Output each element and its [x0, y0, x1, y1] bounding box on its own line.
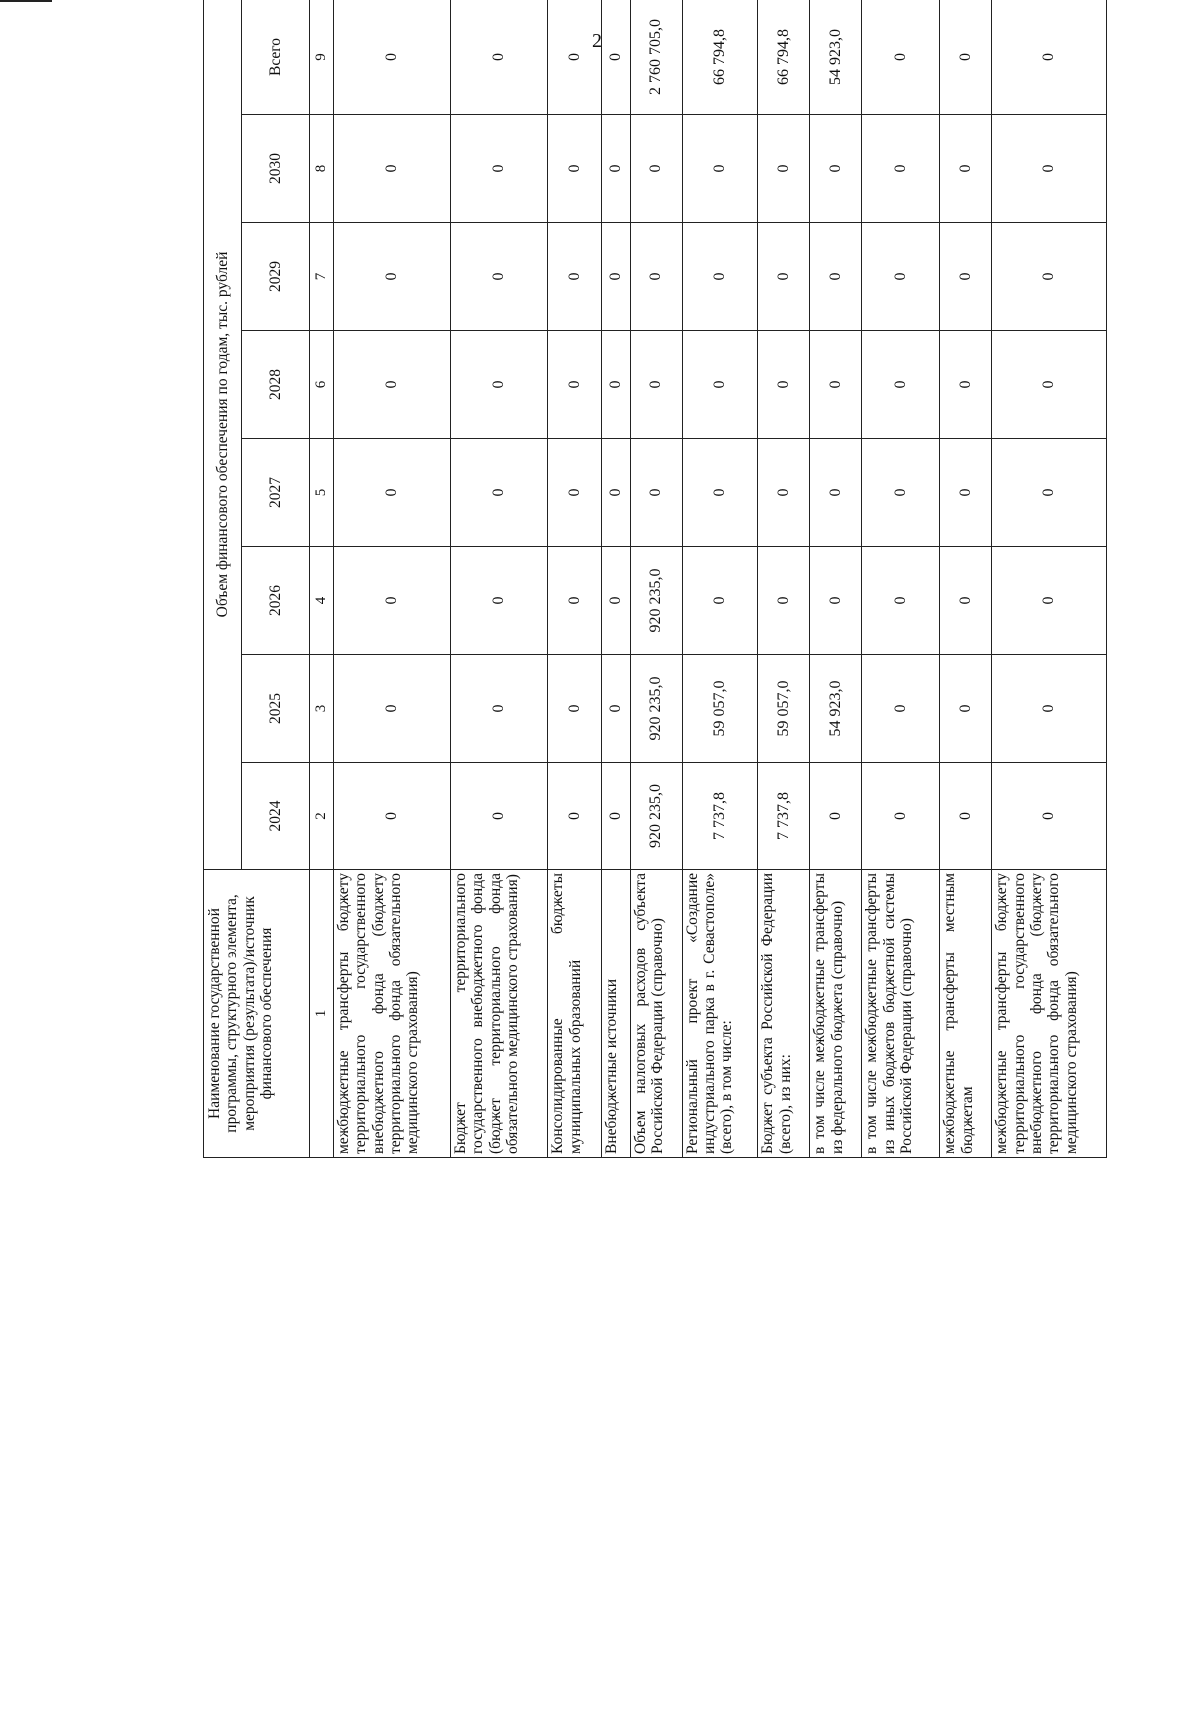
cell-value: 0: [992, 331, 1107, 439]
cell-value: 0: [602, 223, 630, 331]
col-number: 1: [310, 870, 334, 1158]
table-row: [940, 0, 992, 1158]
cell-value: 0: [334, 223, 451, 331]
cell-value: 0: [810, 115, 862, 223]
cell-value: 0: [602, 655, 630, 763]
table-row: [630, 0, 682, 1158]
row-name: в том числе межбюджетные трансферты из иных бюджетов бюджетной системы Российской Федерации (справочно): [862, 870, 940, 1158]
cell-value: 0: [810, 547, 862, 655]
cell-value: 0: [940, 0, 992, 115]
cell-value: 0: [450, 655, 547, 763]
cell-value: 0: [940, 223, 992, 331]
header-year-2025: 2025: [242, 655, 310, 763]
cell-value: 0: [602, 0, 630, 115]
col-number: 3: [310, 655, 334, 763]
table-row: [548, 0, 602, 1158]
cell-value: 7 737,8: [682, 763, 758, 870]
cell-value: 0: [548, 0, 602, 115]
cell-value: 0: [548, 115, 602, 223]
table-row: [862, 0, 940, 1158]
column-number-row: [310, 0, 334, 1158]
cell-value: 0: [862, 331, 940, 439]
cell-value: 0: [862, 547, 940, 655]
cell-value: 0: [450, 331, 547, 439]
col-number: 8: [310, 115, 334, 223]
cell-value: 7 737,8: [758, 763, 810, 870]
cell-value: 0: [630, 331, 682, 439]
cell-value: 0: [548, 655, 602, 763]
row-name: Внебюджетные источники: [602, 870, 630, 1158]
table-row: [450, 0, 547, 1158]
cell-value: 0: [334, 655, 451, 763]
cell-value: 0: [758, 439, 810, 547]
scan-corner-mark: [0, 0, 52, 2]
cell-value: 0: [862, 763, 940, 870]
cell-value: 0: [602, 115, 630, 223]
cell-value: 0: [602, 547, 630, 655]
cell-value: 0: [602, 331, 630, 439]
header-year-2029: 2029: [242, 223, 310, 331]
cell-value: 0: [450, 115, 547, 223]
cell-value: 0: [334, 439, 451, 547]
cell-value: 0: [630, 115, 682, 223]
cell-value: 54 923,0: [810, 0, 862, 115]
cell-value: 0: [334, 115, 451, 223]
cell-value: 0: [682, 331, 758, 439]
cell-value: 0: [548, 547, 602, 655]
header-year-2030: 2030: [242, 115, 310, 223]
cell-value: 0: [810, 331, 862, 439]
row-name: межбюджетные трансферты бюджету территориального государственного внебюджетного фонда (бюджету территориального фонда обязательного медицинского страхования): [334, 870, 451, 1158]
row-name: в том числе межбюджетные трансферты из федерального бюджета (справочно): [810, 870, 862, 1158]
cell-value: 0: [940, 655, 992, 763]
cell-value: 0: [334, 0, 451, 115]
cell-value: 66 794,8: [758, 0, 810, 115]
cell-value: 0: [758, 331, 810, 439]
cell-value: 2 760 705,0: [630, 0, 682, 115]
header-financing-group: Объем финансового обеспечения по годам, тыс. рублей: [204, 0, 242, 870]
cell-value: 0: [602, 763, 630, 870]
header-name-column: Наименование государственной программы, структурного элемента, мероприятия (результата)/источник финансового обеспечения: [204, 870, 310, 1158]
cell-value: 59 057,0: [758, 655, 810, 763]
table-row: [758, 0, 810, 1158]
cell-value: 0: [548, 439, 602, 547]
cell-value: 0: [758, 223, 810, 331]
cell-value: 0: [630, 439, 682, 547]
table-row: [602, 0, 630, 1158]
table-row: [334, 0, 451, 1158]
cell-value: 0: [862, 0, 940, 115]
cell-value: 0: [992, 547, 1107, 655]
table-row: [682, 0, 758, 1158]
cell-value: 0: [334, 547, 451, 655]
cell-value: 0: [682, 115, 758, 223]
cell-value: 0: [450, 0, 547, 115]
page-number: 2: [592, 30, 602, 52]
cell-value: 0: [450, 547, 547, 655]
cell-value: 0: [940, 547, 992, 655]
col-number: 5: [310, 439, 334, 547]
cell-value: 0: [810, 439, 862, 547]
cell-value: 0: [862, 439, 940, 547]
cell-value: 0: [992, 0, 1107, 115]
cell-value: 0: [548, 763, 602, 870]
cell-value: 0: [940, 115, 992, 223]
header-year-2027: 2027: [242, 439, 310, 547]
cell-value: 0: [862, 115, 940, 223]
table-row: [810, 0, 862, 1158]
col-number: 2: [310, 763, 334, 870]
row-name: межбюджетные трансферты бюджету территориального государственного внебюджетного фонда (бюджету территориального фонда обязательного медицинского страхования): [992, 870, 1107, 1158]
cell-value: 920 235,0: [630, 763, 682, 870]
cell-value: 0: [450, 439, 547, 547]
cell-value: 0: [450, 223, 547, 331]
cell-value: 0: [940, 763, 992, 870]
cell-value: 0: [450, 763, 547, 870]
financing-table: [203, 0, 1107, 1158]
cell-value: 0: [862, 223, 940, 331]
cell-value: 920 235,0: [630, 547, 682, 655]
cell-value: 0: [992, 655, 1107, 763]
header-year-2026: 2026: [242, 547, 310, 655]
cell-value: 0: [602, 439, 630, 547]
col-number: 6: [310, 331, 334, 439]
col-number: 7: [310, 223, 334, 331]
cell-value: 0: [682, 547, 758, 655]
cell-value: 0: [862, 655, 940, 763]
cell-value: 0: [334, 763, 451, 870]
cell-value: 0: [810, 223, 862, 331]
cell-value: 59 057,0: [682, 655, 758, 763]
cell-value: 0: [992, 223, 1107, 331]
cell-value: 0: [548, 223, 602, 331]
row-name: Региональный проект «Создание индустриального парка в г. Севастополе» (всего), в том числе:: [682, 870, 758, 1158]
cell-value: 920 235,0: [630, 655, 682, 763]
row-name: Консолидированные бюджеты муниципальных образований: [548, 870, 602, 1158]
col-number: 4: [310, 547, 334, 655]
row-name: Бюджет территориального государственного внебюджетного фонда (бюджет территориального фонда обязательного медицинского страхования): [450, 870, 547, 1158]
cell-value: 0: [940, 439, 992, 547]
cell-value: 0: [548, 331, 602, 439]
cell-value: 0: [630, 223, 682, 331]
row-name: Бюджет субъекта Российской Федерации (всего), из них:: [758, 870, 810, 1158]
cell-value: 0: [334, 331, 451, 439]
cell-value: 0: [682, 439, 758, 547]
header-total: Всего: [242, 0, 310, 115]
row-name: межбюджетные трансферты местным бюджетам: [940, 870, 992, 1158]
cell-value: 0: [810, 763, 862, 870]
cell-value: 0: [992, 115, 1107, 223]
cell-value: 66 794,8: [682, 0, 758, 115]
row-name: Объем налоговых расходов субъекта Российской Федерации (справочно): [630, 870, 682, 1158]
cell-value: 54 923,0: [810, 655, 862, 763]
table-row: [992, 0, 1107, 1158]
cell-value: 0: [992, 439, 1107, 547]
cell-value: 0: [682, 223, 758, 331]
rotated-table-wrapper: [203, 19, 1107, 1158]
cell-value: 0: [758, 547, 810, 655]
cell-value: 0: [758, 115, 810, 223]
col-number: 9: [310, 0, 334, 115]
header-year-2024: 2024: [242, 763, 310, 870]
cell-value: 0: [940, 331, 992, 439]
cell-value: 0: [992, 763, 1107, 870]
header-year-2028: 2028: [242, 331, 310, 439]
